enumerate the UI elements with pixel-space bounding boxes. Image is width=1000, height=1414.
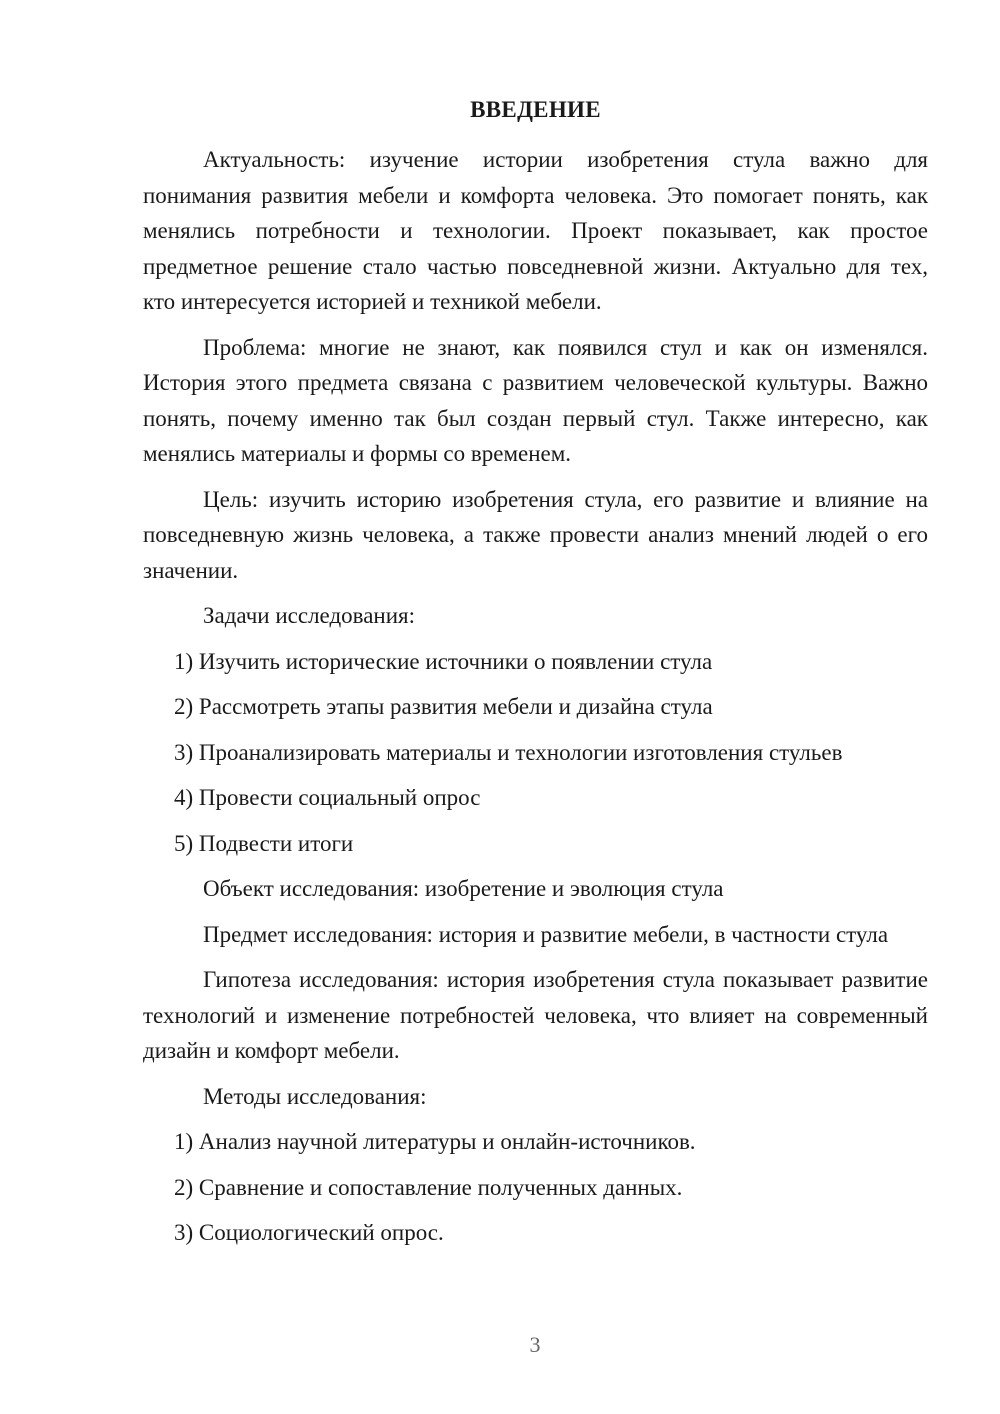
problem-paragraph: Проблема: многие не знают, как появился стул и как он изменялся. История этого предмета связана с развитием человеческой культуры. Важно понять, почему именно так был создан первый стул. Также интересно, как менялись материалы и формы со временем. — [143, 334, 928, 466]
goal-paragraph: Цель: изучить историю изобретения стула, его развитие и влияние на повседневную жизнь человека, а также провести анализ мнений людей о его значении. — [143, 486, 928, 583]
tasks-heading: Задачи исследования: — [203, 603, 416, 628]
page-content — [143, 92, 928, 1261]
list-item: 3) Социологический опрос. — [174, 1220, 444, 1245]
list-item: 1) Анализ научной литературы и онлайн-источников. — [174, 1129, 696, 1154]
list-item: 2) Рассмотреть этапы развития мебели и дизайна стула — [174, 694, 713, 719]
relevance-paragraph: Актуальность: изучение истории изобретения стула важно для понимания развития мебели и комфорта человека. Это помогает понять, как менялись потребности и технологии. Проект показывает, как простое предметное решение стало частью повседневной жизни. Актуально для тех, кто интересуется историей и техникой мебели. — [143, 147, 928, 314]
methods-list — [143, 1124, 928, 1251]
section-title: ВВЕДЕНИЕ — [470, 97, 601, 122]
object-paragraph: Объект исследования: изобретение и эволюция стула — [203, 876, 724, 901]
list-item: 3) Проанализировать материалы и технологии изготовления стульев — [174, 739, 843, 765]
tasks-list — [143, 644, 928, 862]
subject-paragraph: Предмет исследования: история и развитие мебели, в частности стула — [203, 921, 889, 947]
hypothesis-paragraph: Гипотеза исследования: история изобретения стула показывает развитие технологий и изменение потребностей человека, что влияет на современный дизайн и комфорт мебели. — [143, 967, 928, 1063]
list-item: 4) Провести социальный опрос — [174, 785, 481, 810]
list-item: 2) Сравнение и сопоставление полученных данных. — [174, 1174, 683, 1200]
list-item: 5) Подвести итоги — [174, 830, 354, 856]
list-item: 1) Изучить исторические источники о появлении стула — [174, 648, 713, 674]
methods-heading: Методы исследования: — [203, 1083, 427, 1109]
page-number: 3 — [529, 1332, 541, 1357]
